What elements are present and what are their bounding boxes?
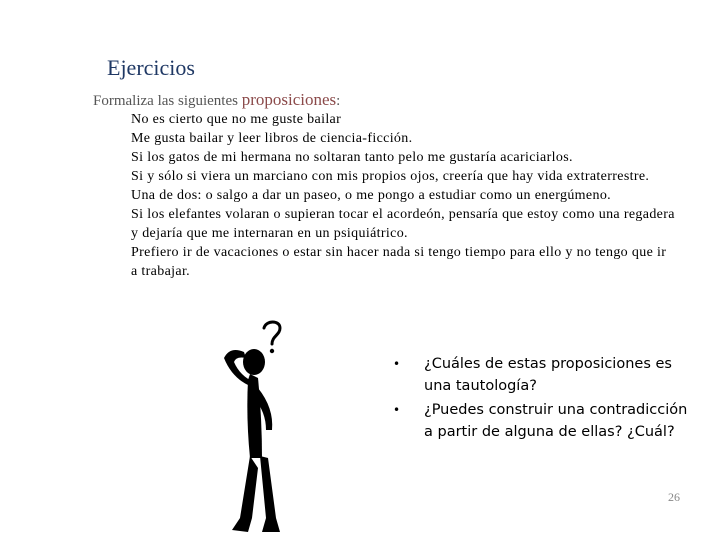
- propositions-list: [131, 110, 676, 281]
- question-text: ¿Cuáles de estas proposiciones es una tautología?: [424, 356, 672, 394]
- proposition-item: Me gusta bailar y leer libros de ciencia-ficción.: [131, 131, 413, 146]
- question-text: ¿Puedes construir una contradicción a partir de alguna de ellas? ¿Cuál?: [424, 402, 688, 440]
- proposition-item: Si y sólo si viera un marciano con mis propios ojos, creería que hay vida extraterrestre.: [131, 169, 650, 184]
- bullet-icon: •: [393, 357, 401, 371]
- proposition-item: Prefiero ir de vacaciones o estar sin hacer nada si tengo tiempo para ello y no tengo que ir a trabajar.: [131, 245, 667, 279]
- slide-title: Ejercicios: [107, 55, 195, 80]
- thinking-stick-figure-icon: [196, 318, 306, 540]
- intro-suffix: :: [336, 93, 341, 109]
- bullet-icon: •: [393, 403, 401, 417]
- questions-list: [393, 353, 693, 445]
- question-item: [393, 399, 693, 443]
- proposition-item: Si los gatos de mi hermana no soltaran tanto pelo me gustaría acariciarlos.: [131, 150, 573, 165]
- question-item: [393, 353, 693, 397]
- intro-keyword: proposiciones: [241, 90, 337, 109]
- page-number: 26: [668, 490, 680, 504]
- proposition-item: Si los elefantes volaran o supieran tocar el acordeón, pensaría que estoy como una regadera y dejaría que me internaran en un psiquiátrico.: [131, 207, 675, 241]
- proposition-item: No es cierto que no me guste bailar: [131, 112, 342, 127]
- intro-prefix: Formaliza las siguientes: [93, 93, 242, 109]
- intro-line: [93, 90, 340, 110]
- proposition-item: Una de dos: o salgo a dar un paseo, o me pongo a estudiar como un energúmeno.: [131, 188, 612, 203]
